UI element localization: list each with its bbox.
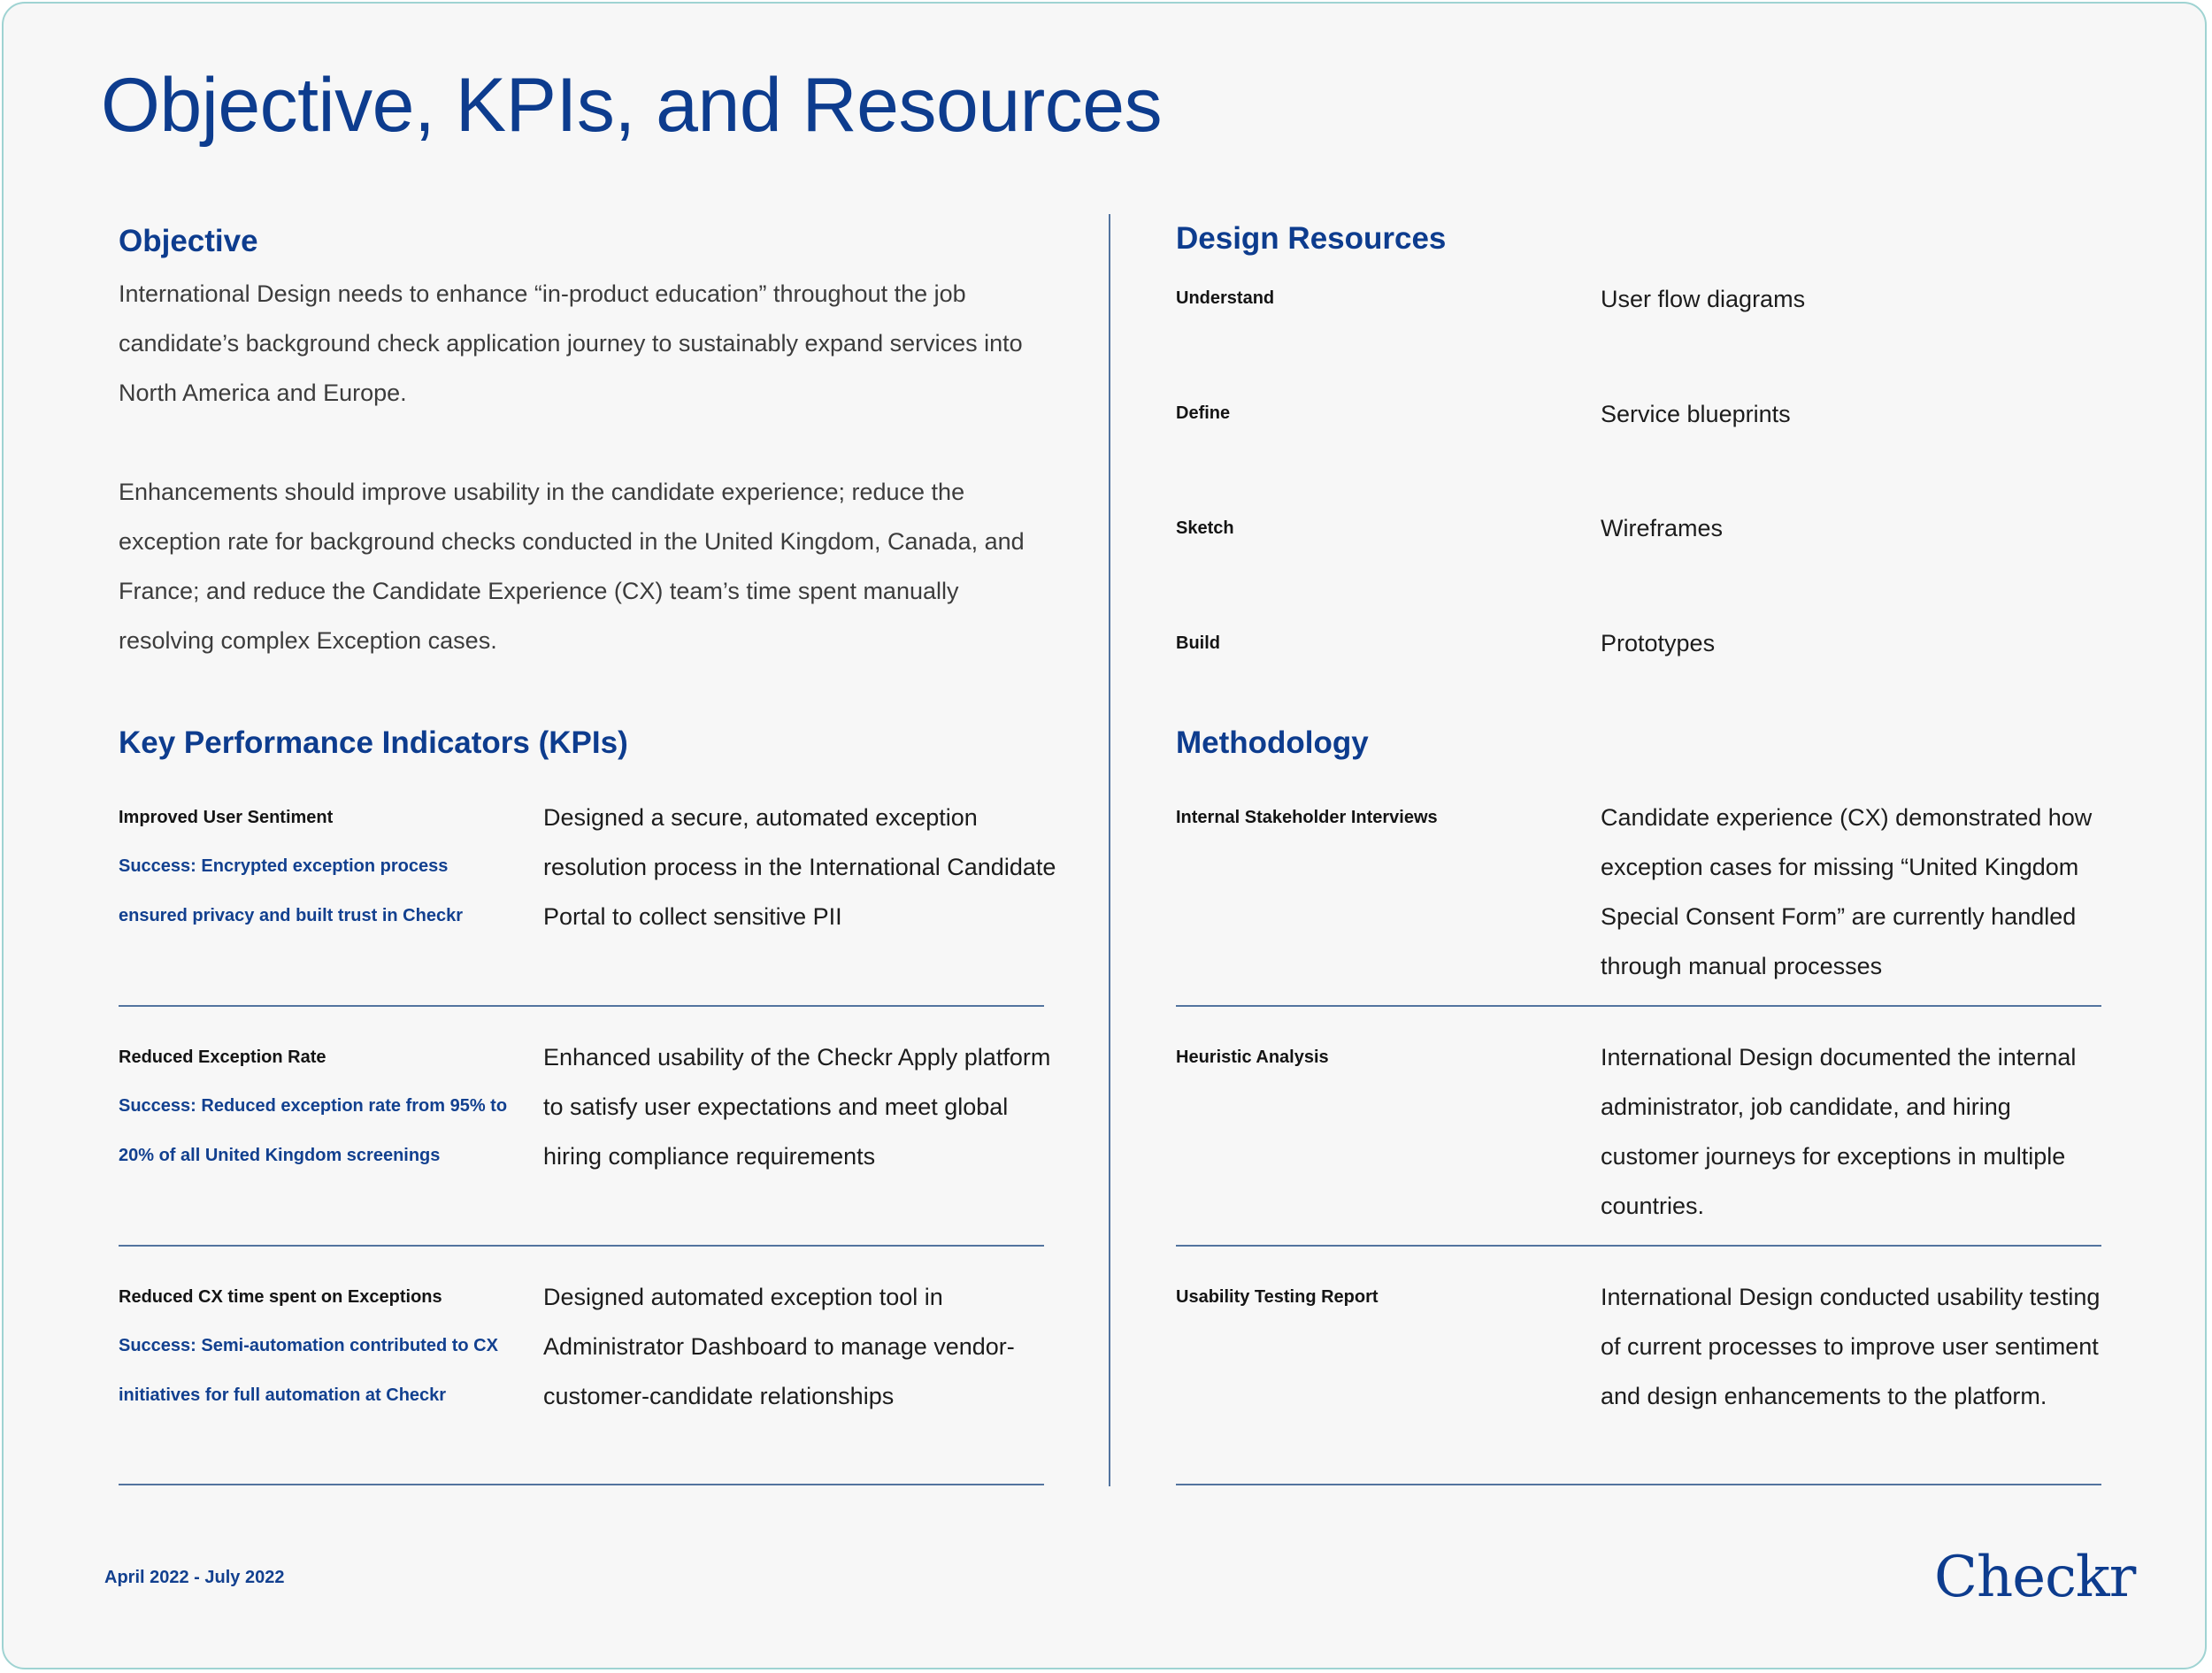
methodology-label: Heuristic Analysis	[1176, 1048, 1329, 1067]
resource-value-build: Prototypes	[1601, 630, 1716, 656]
kpi-divider	[119, 1245, 1044, 1247]
methodology-divider	[1176, 1005, 2101, 1007]
kpi-divider	[119, 1484, 1044, 1485]
kpi-description: Designed automated exception tool in Administrator Dashboard to manage vendor-customer-candidate relationships	[543, 1284, 1015, 1409]
objective-heading: Objective	[119, 224, 258, 258]
design-resources-heading: Design Resources	[1176, 221, 1447, 256]
kpi-label: Reduced CX time spent on Exceptions	[119, 1287, 442, 1307]
footer-date-range: April 2022 - July 2022	[104, 1568, 285, 1587]
kpi-description: Designed a secure, automated exception resolution process in the International Candidate Portal to collect sensitive PII	[543, 804, 1056, 930]
resource-label-define: Define	[1176, 403, 1231, 423]
methodology-divider	[1176, 1484, 2101, 1485]
methodology-label: Usability Testing Report	[1176, 1287, 1379, 1307]
slide	[2, 2, 2207, 1669]
methodology-divider	[1176, 1245, 2101, 1247]
checkr-logo: Checkr	[1934, 1545, 2136, 1610]
kpi-description: Enhanced usability of the Checkr Apply platform to satisfy user expectations and meet global hiring compliance requirements	[543, 1044, 1051, 1170]
objective-paragraph-1: International Design needs to enhance “in-product education” throughout the job candidate’s background check application journey to sustainably expand services into North America and Europe.	[119, 280, 1023, 406]
methodology-description: Candidate experience (CX) demonstrated how exception cases for missing “United Kingdom Special Consent Form” are currently handled through manual processes	[1601, 804, 2093, 979]
methodology-label: Internal Stakeholder Interviews	[1176, 808, 1438, 827]
methodology-description: International Design conducted usability testing of current processes to improve user sentiment and design enhancements to the platform.	[1601, 1284, 2101, 1409]
methodology-description: International Design documented the internal administrator, job candidate, and hiring customer journeys for exceptions in multiple countries.	[1601, 1044, 2077, 1219]
kpi-label: Improved User Sentiment	[119, 808, 334, 827]
kpis-heading: Key Performance Indicators (KPIs)	[119, 725, 628, 760]
resource-label-understand: Understand	[1176, 288, 1275, 308]
resource-value-understand: User flow diagrams	[1601, 286, 1806, 312]
kpi-success: Success: Semi-automation contributed to CX initiatives for full automation at Checkr	[119, 1336, 498, 1405]
kpi-success: Success: Encrypted exception process ensured privacy and built trust in Checkr	[119, 856, 463, 925]
objective-paragraph-2: Enhancements should improve usability in the candidate experience; reduce the exception rate for background checks conducted in the United Kingdom, Canada, and France; and reduce the Candidate Experience (CX) team’s time spent manually resolving complex Exception cases.	[119, 479, 1025, 654]
column-divider	[1109, 214, 1110, 1486]
resource-label-sketch: Sketch	[1176, 518, 1234, 538]
page-title: Objective, KPIs, and Resources	[101, 63, 1163, 148]
resource-value-sketch: Wireframes	[1601, 515, 1724, 541]
resource-value-define: Service blueprints	[1601, 401, 1791, 427]
resource-label-build: Build	[1176, 633, 1220, 653]
kpi-divider	[119, 1005, 1044, 1007]
kpi-success: Success: Reduced exception rate from 95% to 20% of all United Kingdom screenings	[119, 1096, 508, 1165]
kpi-label: Reduced Exception Rate	[119, 1048, 326, 1067]
methodology-heading: Methodology	[1176, 725, 1369, 760]
